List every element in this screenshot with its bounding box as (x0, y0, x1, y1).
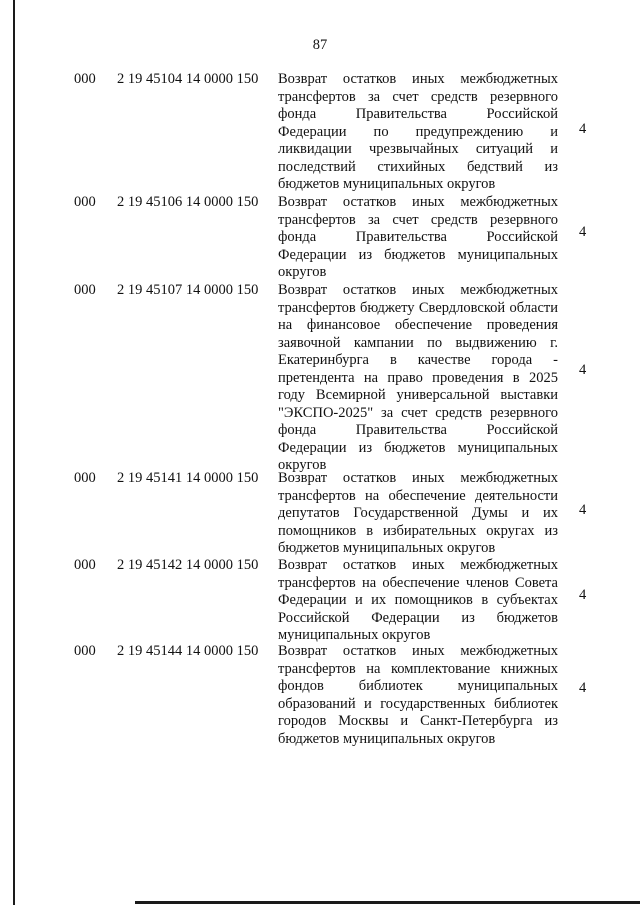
row-description: Возврат остатков иных межбюджетных трансфертов за счет средств резервного фонда Правительства Российской Федерации по предупреждению и ликвидации чрезвычайных ситуаций и последствий стихийных бедствий из бюджетов муниципальных округов (278, 71, 558, 192)
page-bottom-border (135, 901, 640, 904)
page-number: 87 (312, 37, 328, 53)
row-value: 4 (579, 680, 587, 696)
row-value: 4 (579, 224, 587, 240)
row-value: 4 (579, 587, 587, 603)
admin-code: 000 (74, 282, 96, 298)
row-value: 4 (579, 121, 587, 137)
row-description: Возврат остатков иных межбюджетных трансфертов бюджету Свердловской области на финансовое обеспечение проведения заявочной кампании по выдвижению г. Екатеринбурга в качестве города - претендента на право проведения в 2025 году Всемирной универсальной выставки "ЭКСПО-2025" за счет средств резервного фонда Правительства Российской Федерации из бюджетов муниципальных округов (278, 282, 558, 473)
row-description: Возврат остатков иных межбюджетных трансфертов на обеспечение деятельности депутатов Государственной Думы и их помощников в избирательных округах из бюджетов муниципальных округов (278, 470, 558, 556)
budget-classification-code: 2 19 45144 14 0000 150 (117, 643, 259, 659)
admin-code: 000 (74, 557, 96, 573)
row-description: Возврат остатков иных межбюджетных трансфертов за счет средств резервного фонда Правительства Российской Федерации из бюджетов муниципальных округов (278, 194, 558, 280)
budget-classification-code: 2 19 45104 14 0000 150 (117, 71, 259, 87)
admin-code: 000 (74, 470, 96, 486)
budget-classification-code: 2 19 45142 14 0000 150 (117, 557, 259, 573)
page-left-border (13, 0, 15, 905)
admin-code: 000 (74, 194, 96, 210)
admin-code: 000 (74, 71, 96, 87)
admin-code: 000 (74, 643, 96, 659)
row-value: 4 (579, 362, 587, 378)
budget-classification-code: 2 19 45106 14 0000 150 (117, 194, 259, 210)
budget-classification-code: 2 19 45141 14 0000 150 (117, 470, 259, 486)
budget-classification-code: 2 19 45107 14 0000 150 (117, 282, 259, 298)
row-value: 4 (579, 502, 587, 518)
row-description: Возврат остатков иных межбюджетных трансфертов на комплектование книжных фондов библиотек муниципальных образований и государственных библиотек городов Москвы и Санкт-Петербурга из бюджетов муниципальных округов (278, 643, 558, 747)
row-description: Возврат остатков иных межбюджетных трансфертов на обеспечение членов Совета Федерации и их помощников в субъектах Российской Федерации из бюджетов муниципальных округов (278, 557, 558, 643)
